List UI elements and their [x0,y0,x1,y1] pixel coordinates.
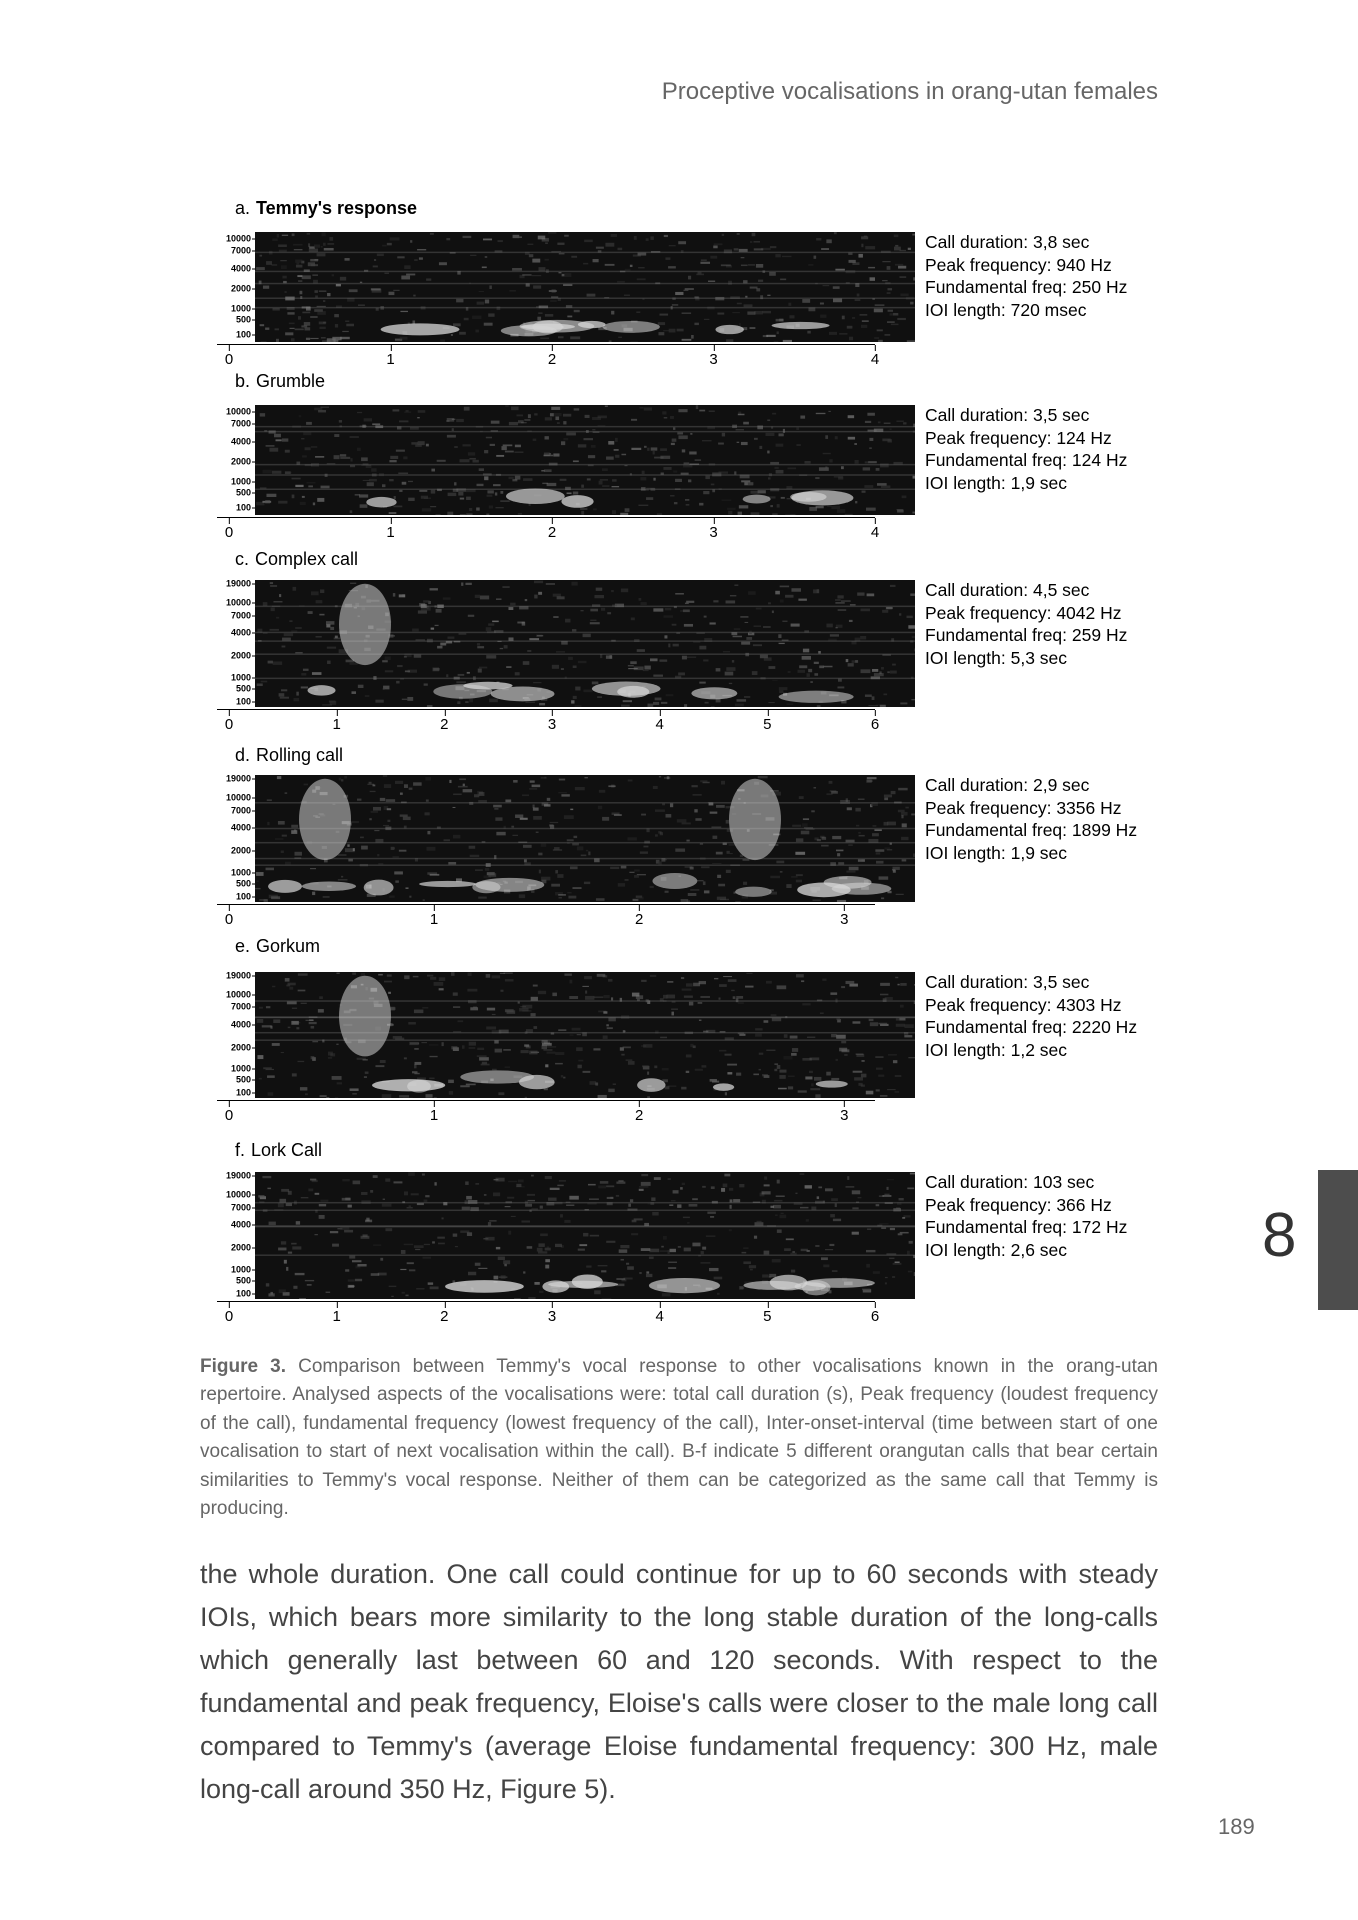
frequency-tick: 100 [236,1289,255,1298]
frequency-tick: 1000 [231,673,255,682]
page-number: 189 [1218,1814,1255,1839]
stat-line: IOI length: 1,2 sec [925,1039,1068,1060]
time-axis [217,1301,880,1325]
caption-label: Figure 3. [200,1356,287,1377]
time-tick: 1 [430,905,438,928]
time-tick: 0 [225,1101,233,1124]
time-axis [217,904,875,927]
time-axis [217,709,880,733]
panel-title: Gorkum [256,936,321,956]
spectrogram-image [255,775,915,902]
time-tick: 0 [225,905,233,928]
frequency-tick: 100 [236,697,255,706]
panel-label [235,1140,322,1161]
panel-label [235,198,417,219]
stat-line: IOI length: 1,9 sec [925,472,1068,493]
time-tick: 1 [430,1101,438,1124]
frequency-tick: 10000 [226,598,255,607]
panel-letter: a. [235,198,251,218]
stat-line: Call duration: 3,5 sec [925,405,1090,425]
frequency-tick: 4000 [231,265,255,274]
frequency-tick: 1000 [231,868,255,877]
panel-letter: c. [235,549,250,569]
time-axis [217,517,880,541]
time-tick: 2 [548,345,556,368]
stat-line: Fundamental freq: 2220 Hz [925,1017,1138,1037]
panel-title: Complex call [255,549,359,569]
time-tick: 3 [709,345,717,368]
time-tick: 2 [440,710,448,733]
stat-line: Peak frequency: 366 Hz [925,1194,1112,1215]
stat-line: Fundamental freq: 172 Hz [925,1217,1128,1237]
time-tick: 4 [655,710,663,733]
stat-line: Fundamental freq: 259 Hz [925,625,1128,645]
panel-letter: e. [235,936,251,956]
frequency-axis [205,972,255,1098]
frequency-tick: 500 [236,880,255,889]
panel-label [235,745,343,766]
call-stats [925,1171,1127,1261]
frequency-tick: 19000 [226,774,255,783]
panel-title: Grumble [256,371,326,391]
time-tick: 2 [548,518,556,541]
stat-line: IOI length: 2,6 sec [925,1239,1068,1260]
frequency-tick: 2000 [231,652,255,661]
stat-line: Call duration: 2,9 sec [925,775,1090,795]
frequency-tick: 10000 [226,407,255,416]
spectrogram-image [255,232,915,342]
frequency-tick: 7000 [231,806,255,815]
stat-line: Fundamental freq: 250 Hz [925,277,1128,297]
frequency-tick: 4000 [231,629,255,638]
frequency-tick: 500 [236,1277,255,1286]
spectrogram-image [255,405,915,515]
frequency-tick: 1000 [231,478,255,487]
frequency-tick: 7000 [231,611,255,620]
call-stats [925,579,1127,669]
time-tick: 2 [440,1302,448,1325]
frequency-tick: 2000 [231,458,255,467]
stat-line: Peak frequency: 940 Hz [925,254,1112,275]
figure-caption [200,1353,1158,1523]
stat-line: Peak frequency: 4042 Hz [925,602,1122,623]
time-tick: 1 [386,518,394,541]
time-tick: 2 [635,905,643,928]
frequency-tick: 2000 [231,285,255,294]
call-stats [925,774,1137,864]
running-head: Proceptive vocalisations in orang-utan females [661,78,1158,105]
stat-line: Call duration: 3,8 sec [925,232,1090,252]
frequency-tick: 10000 [226,1190,255,1199]
panel-label [235,371,325,392]
chapter-tab [1318,1170,1358,1310]
frequency-tick: 1000 [231,1265,255,1274]
frequency-tick: 100 [236,331,255,340]
frequency-axis [205,580,255,707]
time-tick: 1 [332,1302,340,1325]
frequency-tick: 2000 [231,1043,255,1052]
frequency-tick: 500 [236,1076,255,1085]
frequency-tick: 100 [236,1088,255,1097]
time-tick: 0 [225,710,233,733]
time-tick: 6 [871,710,879,733]
frequency-tick: 1000 [231,305,255,314]
frequency-tick: 2000 [231,847,255,856]
stat-line: Peak frequency: 124 Hz [925,427,1112,448]
call-stats [925,971,1137,1061]
frequency-axis [205,1172,255,1299]
caption-text: Comparison between Temmy's vocal response to other vocalisations known in the orang-utan repertoire. Analysed aspects of the vocalisations were: total call duration (s), Peak frequency (loudest frequency of the call), fundamental frequency (lowest frequency of the call), Inter-onset-interval (time between start of one vocalisation to start of next vocalisation within the call). B-f indicate 5 different orangutan calls that bear certain similarities to Temmy's vocal response. Neither of them can be categorized as the same call that Temmy is producing. [200,1356,1159,1520]
panel-label [235,936,320,957]
panel-letter: b. [235,371,251,391]
frequency-tick: 100 [236,892,255,901]
time-tick: 1 [386,345,394,368]
stat-line: Fundamental freq: 124 Hz [925,450,1128,470]
time-tick: 1 [332,710,340,733]
stat-line: Call duration: 3,5 sec [925,972,1090,992]
spectrogram-image [255,972,915,1098]
stat-line: Call duration: 103 sec [925,1172,1095,1192]
panel-title: Temmy's response [256,198,418,218]
stat-line: Peak frequency: 4303 Hz [925,994,1122,1015]
panel-label [235,549,358,570]
time-axis [217,344,880,368]
time-tick: 4 [871,518,879,541]
time-tick: 5 [763,1302,771,1325]
time-tick: 3 [548,710,556,733]
frequency-tick: 10000 [226,990,255,999]
body-paragraph: the whole duration. One call could continue for up to 60 seconds with steady IOIs, which bears more similarity to the long stable duration of the long-calls which generally last between 60 and 120 seconds. With respect to the fundamental and peak frequency, Eloise's calls were closer to the male long call compared to Temmy's (average Eloise fundamental frequency: 300 Hz, male long-call around 350 Hz, Figure 5). [200,1559,1158,1804]
stat-line: IOI length: 1,9 sec [925,842,1068,863]
time-tick: 3 [840,905,848,928]
chapter-number: 8 [1262,1201,1297,1270]
frequency-tick: 100 [236,504,255,513]
call-stats [925,231,1127,321]
stat-line: IOI length: 5,3 sec [925,647,1068,668]
time-tick: 3 [840,1101,848,1124]
frequency-tick: 7000 [231,246,255,255]
frequency-tick: 500 [236,489,255,498]
frequency-tick: 10000 [226,234,255,243]
frequency-tick: 10000 [226,793,255,802]
time-tick: 0 [225,1302,233,1325]
frequency-axis [205,405,255,515]
frequency-tick: 7000 [231,1003,255,1012]
frequency-tick: 4000 [231,438,255,447]
frequency-tick: 500 [236,316,255,325]
time-tick: 2 [635,1101,643,1124]
panel-title: Lork Call [251,1140,323,1160]
frequency-tick: 4000 [231,1221,255,1230]
frequency-tick: 7000 [231,1203,255,1212]
frequency-tick: 19000 [226,971,255,980]
frequency-tick: 500 [236,685,255,694]
spectrogram-image [255,580,915,707]
time-tick: 4 [871,345,879,368]
panel-letter: d. [235,745,251,765]
frequency-tick: 19000 [226,1171,255,1180]
frequency-tick: 4000 [231,824,255,833]
frequency-tick: 7000 [231,419,255,428]
frequency-tick: 2000 [231,1244,255,1253]
stat-line: Fundamental freq: 1899 Hz [925,820,1138,840]
time-tick: 4 [655,1302,663,1325]
frequency-tick: 19000 [226,579,255,588]
stat-line: IOI length: 720 msec [925,299,1087,320]
frequency-axis [205,232,255,342]
spectrogram-image [255,1172,915,1299]
panel-title: Rolling call [256,745,344,765]
frequency-axis [205,775,255,902]
stat-line: Call duration: 4,5 sec [925,580,1090,600]
time-tick: 5 [763,710,771,733]
frequency-tick: 1000 [231,1065,255,1074]
time-tick: 0 [225,518,233,541]
time-tick: 6 [871,1302,879,1325]
stat-line: Peak frequency: 3356 Hz [925,797,1122,818]
panel-letter: f. [235,1140,246,1160]
time-tick: 0 [225,345,233,368]
time-tick: 3 [709,518,717,541]
time-tick: 3 [548,1302,556,1325]
time-axis [217,1100,875,1123]
call-stats [925,404,1127,494]
frequency-tick: 4000 [231,1020,255,1029]
